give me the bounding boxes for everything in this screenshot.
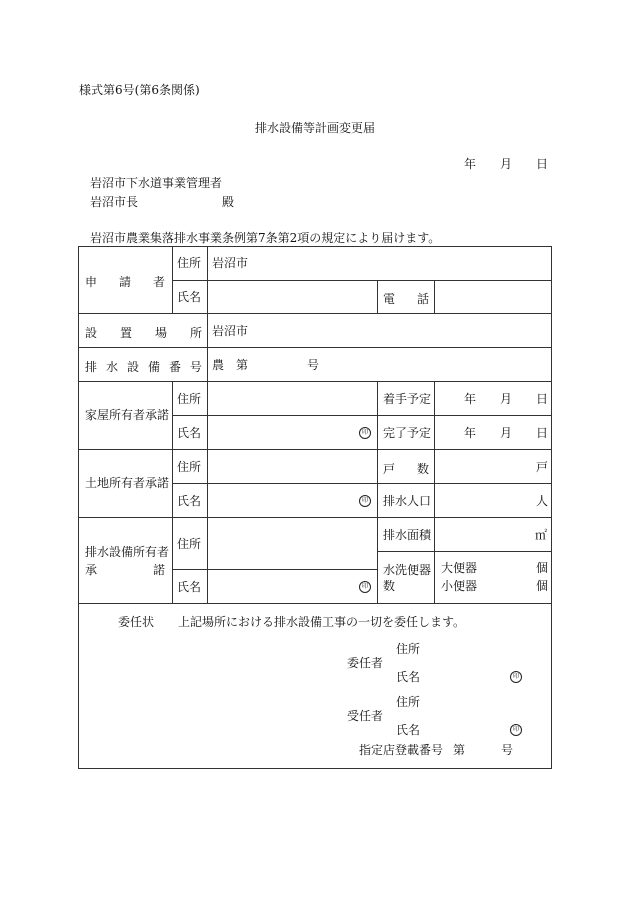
start-date-label: 着手予定	[383, 392, 432, 406]
row-divider	[172, 483, 552, 484]
form-number: 様式第6号(第6条関係)	[79, 83, 200, 97]
start-day: 日	[536, 392, 549, 406]
drain-area-unit: ㎡	[535, 528, 548, 542]
col-divider	[377, 381, 378, 603]
facility-owner-address-field[interactable]	[208, 518, 376, 568]
households-unit: 戸	[536, 460, 549, 474]
row-divider	[78, 313, 552, 314]
seal-icon: 印	[359, 495, 371, 507]
facility-owner-name-label: 氏名	[177, 580, 202, 594]
seal-icon: 印	[510, 671, 522, 683]
applicant-phone-label: 電 話	[383, 292, 429, 306]
facility-owner-address-label: 住所	[177, 537, 202, 551]
land-owner-label: 土地所有者承諾	[85, 476, 170, 490]
delegatee-name-label: 氏名	[396, 723, 421, 737]
registration-number-prefix: 第	[453, 743, 466, 757]
population-label: 排水人口	[383, 494, 432, 508]
population-unit: 人	[536, 494, 549, 508]
land-owner-address-label: 住所	[177, 460, 202, 474]
honorific: 殿	[222, 195, 235, 209]
row-divider	[172, 415, 552, 416]
start-year: 年	[464, 392, 477, 406]
registration-number-suffix: 号	[501, 743, 514, 757]
col-divider	[377, 280, 378, 314]
delegator-address-label: 住所	[396, 642, 421, 656]
house-owner-address-label: 住所	[177, 392, 202, 406]
addressee-line-1: 岩沼市下水道事業管理者	[90, 176, 223, 190]
facility-owner-label: 排水設備所有者	[85, 545, 170, 559]
applicant-label: 申 請 者	[85, 275, 165, 289]
col-divider	[172, 381, 173, 603]
facility-number-label: 排 水 設 備 番 号	[85, 360, 202, 374]
delegator-label: 委任者	[347, 656, 384, 670]
toilet-small-label: 小便器	[441, 579, 478, 593]
col-divider	[172, 246, 173, 314]
end-date-label: 完了予定	[383, 426, 432, 440]
toilet-count-label: 水洗便器	[383, 563, 432, 577]
delegatee-label: 受任者	[347, 709, 384, 723]
applicant-phone-field[interactable]	[435, 281, 551, 313]
seal-icon: 印	[359, 581, 371, 593]
start-month: 月	[500, 392, 513, 406]
applicant-address-label: 住所	[177, 256, 202, 270]
delegatee-address-label: 住所	[396, 695, 421, 709]
facility-number-prefix: 農	[212, 358, 225, 372]
row-divider	[78, 603, 552, 604]
addressee-line-2: 岩沼市長	[90, 195, 139, 209]
location-field[interactable]: 岩沼市	[212, 324, 249, 338]
delegator-name-label: 氏名	[396, 670, 421, 684]
house-owner-address-field[interactable]	[208, 382, 376, 414]
location-label: 設 置 場 所	[85, 326, 202, 340]
col-divider	[434, 381, 435, 603]
house-owner-name-label: 氏名	[177, 426, 202, 440]
table-border-left	[78, 246, 79, 769]
applicant-name-field[interactable]	[208, 281, 376, 313]
applicant-address-field[interactable]: 岩沼市	[212, 256, 249, 270]
applicant-name-label: 氏名	[177, 290, 202, 304]
registration-number-label: 指定店登載番号	[359, 743, 444, 757]
row-divider	[172, 569, 377, 570]
drain-area-label: 排水面積	[383, 528, 432, 542]
land-owner-address-field[interactable]	[208, 450, 376, 482]
households-label: 戸 数	[383, 462, 429, 476]
document-title: 排水設備等計画変更届	[255, 121, 376, 135]
date-month-label: 月	[500, 157, 513, 171]
land-owner-name-label: 氏名	[177, 494, 202, 508]
end-month: 月	[500, 426, 513, 440]
toilet-small-unit: 個	[536, 579, 549, 593]
facility-number-suffix: 号	[307, 358, 320, 372]
end-year: 年	[464, 426, 477, 440]
power-of-attorney-title: 委任状	[118, 615, 155, 629]
facility-number-middle: 第	[236, 358, 249, 372]
table-border-bottom	[78, 768, 552, 769]
row-divider	[377, 551, 552, 552]
toilet-count-label-line2: 数	[383, 579, 396, 593]
date-year-label: 年	[464, 157, 477, 171]
statement: 岩沼市農業集落排水事業条例第7条第2項の規定により届けます。	[90, 231, 441, 245]
row-divider	[78, 347, 552, 348]
table-border-top	[78, 246, 552, 247]
toilet-large-unit: 個	[536, 561, 549, 575]
facility-owner-label-line2: 承 諾	[85, 563, 165, 577]
seal-icon: 印	[510, 724, 522, 736]
house-owner-label: 家屋所有者承諾	[85, 408, 170, 422]
table-border-right	[551, 246, 552, 769]
seal-icon: 印	[359, 427, 371, 439]
date-day-label: 日	[536, 157, 549, 171]
power-of-attorney-text: 上記場所における排水設備工事の一切を委任します。	[178, 615, 466, 629]
toilet-large-label: 大便器	[441, 561, 478, 575]
end-day: 日	[536, 426, 549, 440]
